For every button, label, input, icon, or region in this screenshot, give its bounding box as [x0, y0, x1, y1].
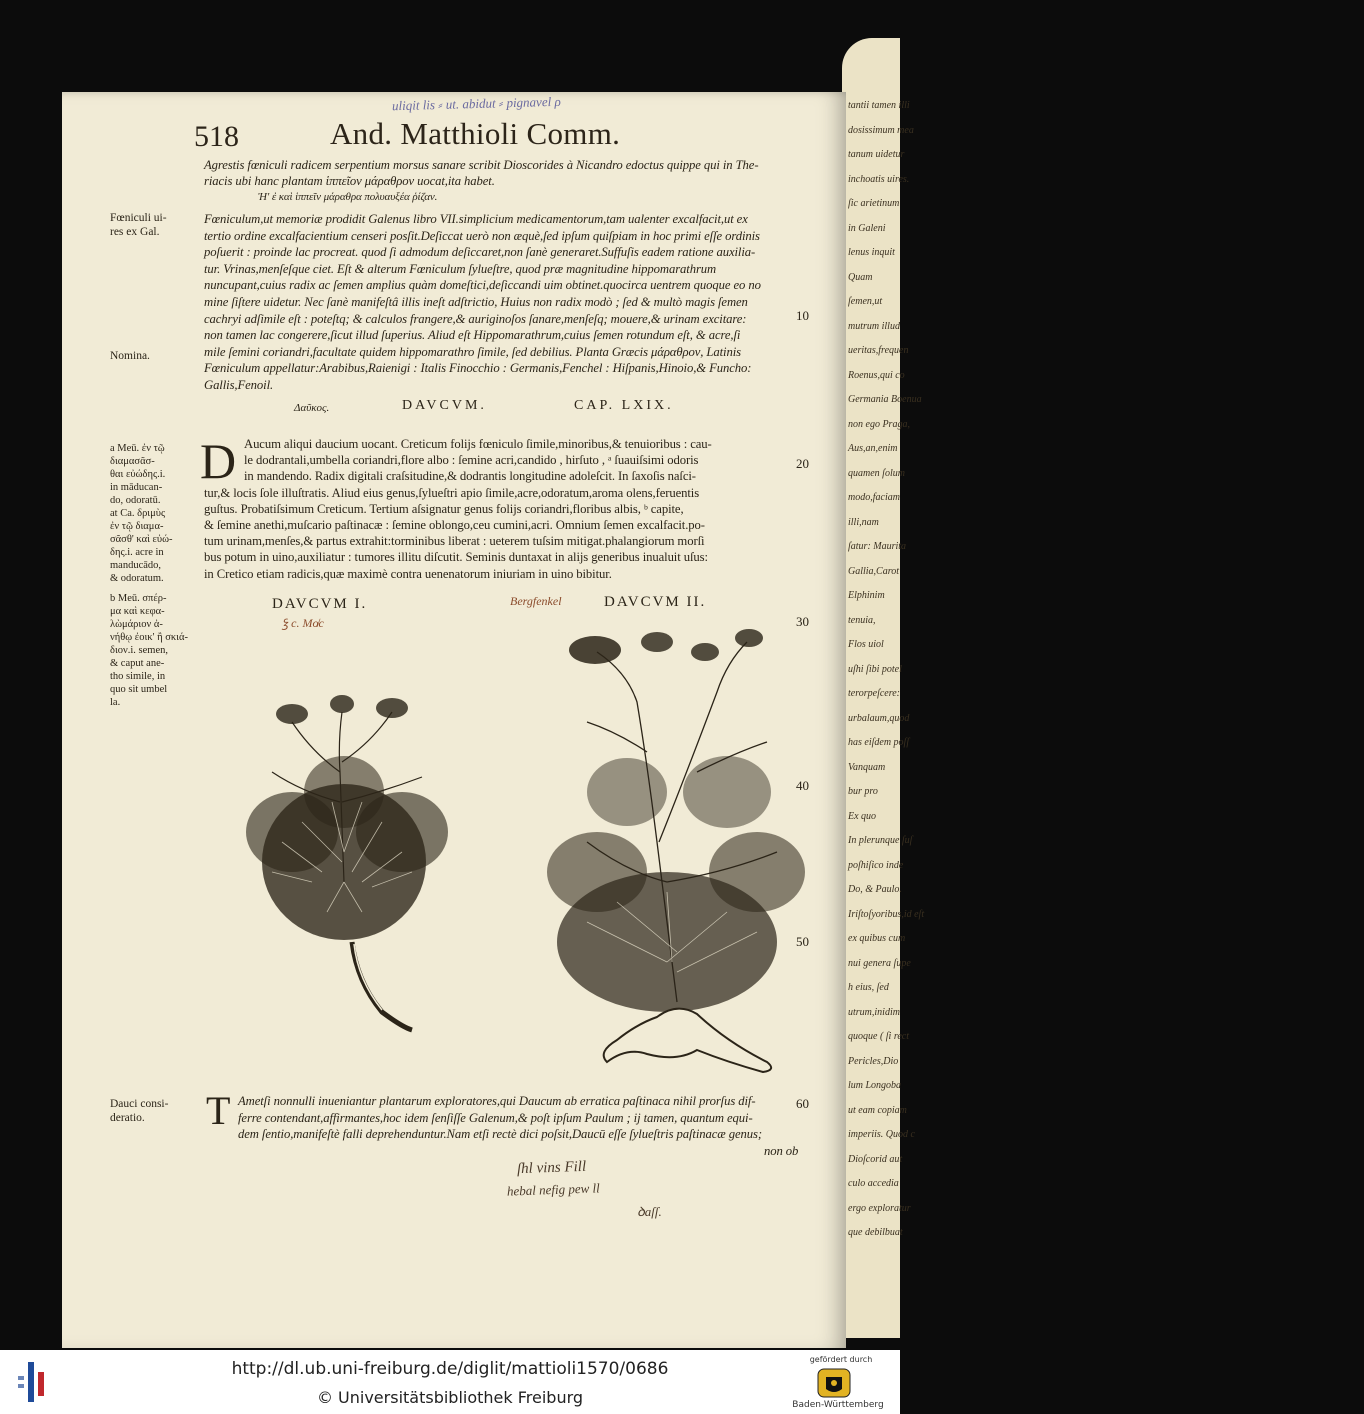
facing-page-text-fragment: Quam — [848, 271, 873, 283]
woodcut-daucum-1 — [232, 682, 462, 1042]
galen-line: mine ſiſtere uidetur. Nec ſanè manifeſtâ illis ineſt adſtrictio, Huius non radix modò ; ſed & multò magis ſemen — [204, 295, 748, 309]
galen-line: tertio ordine excalfacientium censeri posſit.Deſiccat uerò non æquè,ſed ipſum quiſpiam in hoc primi eſſe ordinis — [204, 228, 760, 243]
drop-capital-t: T — [206, 1088, 231, 1133]
facing-page-text-fragment: ergo exploratur — [848, 1202, 911, 1214]
facing-page-text-fragment: utrum,inidim — [848, 1006, 900, 1018]
facing-page-text-fragment: Do, & Paulo. — [848, 884, 902, 895]
page-url-link[interactable]: http://dl.ub.uni-freiburg.de/diglit/mattioli1570/0686 — [231, 1359, 669, 1379]
chapter-number: CAP. LXIX. — [574, 398, 674, 413]
margin-note-a: a Meū. ἐν τῷ διαμασᾶσ- θαι εὐώδης.i. in māducan- do, odoratū. at Ca. δριμὺς ἐν τῷ διαμα- σᾶσθ' καὶ εὐώ- δης.i. acre in manducādo, & odoratum. — [110, 443, 173, 584]
facing-page-text-fragment: mutrum illud — [848, 320, 900, 332]
drop-capital-d: D — [200, 433, 237, 489]
handwritten-figure-note-2: Bergfenkel — [510, 594, 562, 608]
figure-label-daucum-2: DAVCVM II. — [604, 594, 707, 610]
facing-page-text-fragment: que debilbuat — [848, 1227, 903, 1238]
facing-page-text-fragment: has eiſdem poſſ — [848, 737, 910, 748]
facing-page-text-fragment: quoque ( ſi rect — [848, 1031, 910, 1042]
margin-note-nomina: Nomina. — [110, 350, 150, 362]
margin-note-dauci: Dauci consi- deratio. — [110, 1098, 169, 1124]
consideratio-line: non ob — [764, 1143, 799, 1158]
line-number: 50 — [796, 934, 809, 949]
consideratio-line: dem ſentio,manifeſtè falli deprehenduntur.Nam etſi rectè dici poſsit,Daucū eſſe ſylueſtris paſtinacæ genus; — [238, 1127, 762, 1141]
daucum-line: tum urinam,menſes,& partus extrahit:torminibus liberat : ueterem tuſsim mitigat.phalangiorum morſi — [204, 534, 705, 549]
handwritten-annotation-top: uliqit lis ⸗ ut. abidut ⸗ pignavel ρ — [391, 93, 561, 114]
daucum-line: bus potum in uino,auxiliatur : tumores illitu diſcutit. Seminis duntaxat in alijs generibus inualuit uſus: — [204, 550, 708, 565]
running-head: And. Matthioli Comm. — [330, 116, 621, 151]
page-number: 518 — [194, 120, 239, 153]
line-number: 30 — [796, 614, 809, 629]
facing-page-text-fragment: ueritas,frequen — [848, 345, 909, 356]
facing-page-text-fragment: Pericles,Dio — [848, 1055, 899, 1067]
chapter-title: DAVCVM. — [402, 398, 487, 413]
facing-page-text-fragment: terorpeſcere: — [848, 688, 901, 699]
margin-note-b: b Meū. σπέρ- μα καὶ κεφα- λὼμάριον ἀ- νήθῳ ἐοικ' ἢ σκιά- διον.i. semen, & caput ane- tho simile, in quo sit umbel la. — [110, 593, 188, 708]
galen-line: Fœniculum,ut memoriæ prodidit Galenus libro VII.simplicium medicamentorum,tam ualenter excalfacit,ut ex — [204, 212, 748, 226]
facing-page-text-fragment: In plerunque ſuſ — [848, 835, 913, 846]
facing-page-text-fragment: modo,faciam — [848, 492, 900, 503]
galen-line: nuncupant,cuius radix ac ſemen amplius quàm domeſtici,deſiccandi uim obtinet.quocirca uentrem quoque eo no — [204, 278, 761, 293]
facing-page-text-fragment: in Galeni — [848, 222, 886, 234]
galen-line: tur. Vrinas,menſeſque ciet. Eſt & alterum Fœniculum ſylueſtre, quod præ magnitudine hippomarathrum — [204, 261, 717, 276]
facing-page-text-fragment: Roenus,qui co — [848, 369, 905, 381]
facing-page-text-fragment: Gallia,Carot — [848, 565, 900, 577]
consideratio-line: Ametſi nonnulli inueniantur plantarum exploratores,qui Daucum ab erratica paſtinaca nihil prorſus dif- — [238, 1094, 756, 1108]
galen-line: poſuerit : proinde lac procreat. quod ſi admodum deſiccaret,non ſanè generaret.Suffuſis eadem ratione auxilia- — [204, 245, 756, 260]
line-number: 20 — [796, 456, 809, 471]
facing-page-text-fragment: ex quibus cum — [848, 933, 906, 944]
facing-page-text-fragment: poſhiſico inde — [848, 859, 904, 871]
handwritten-note-bottom: ꝺaſſ. — [637, 1204, 662, 1219]
facing-page-text-fragment: urbalaum,quod — [848, 712, 910, 724]
facing-page-text-fragment: ſatur: Maurita — [848, 541, 907, 552]
facing-page-text-fragment: ut eam copiam — [848, 1104, 907, 1116]
intro-line: riacis ubi hanc plantam ἱππεῖον μάραθρον uocat,ita habet. — [204, 174, 495, 188]
facing-page-text-fragment: tantii tamen illi — [848, 100, 910, 111]
facing-page-text-fragment: Vanquam — [848, 761, 886, 773]
chapter-greek-name: Δαῦκος. — [294, 402, 330, 414]
facing-page-text-fragment: nui genera ſupe — [848, 957, 911, 969]
handwritten-note-bottom: ſhl vins Fill — [516, 1158, 587, 1178]
daucum-line: tur,& locis ſole illuſtratis. Aliud eius genus,ſylueſtri apio ſimile,acre,odoratum,aroma olens,feruentis — [204, 485, 700, 500]
facing-page-text-fragment: Ex quo — [848, 810, 877, 822]
copyright-notice: © Universitätsbibliothek Freiburg — [316, 1388, 584, 1407]
facing-page-text-fragment: tenuia, — [848, 614, 876, 626]
galen-line: Fœniculum appellatur:Arabibus,Raienigi : Italis Finocchio : Germanis,Fenchel : Hiſpanis,Hinoio,& Funcho: — [204, 361, 752, 376]
greek-verse: Ἠ' ἐ καὶ ἱππεῖν μάραθρα πολυαυξέα ῥίζαν. — [258, 191, 438, 203]
galen-line: non tamen lac congerere,ſicut illud ſuperius. Aliud eſt Hippomarathrum,cuius ſemen rotundum eſt, & acre,ſi — [204, 328, 741, 343]
facing-page-text-fragment: tanum uidetur — [848, 149, 905, 160]
facing-page-text-fragment: h eius, ſed — [848, 982, 889, 993]
facing-page-text-fragment: Aus,an,enim — [848, 443, 898, 454]
galen-line: Gallis,Fenoil. — [204, 378, 274, 392]
facing-page-text-fragment: non ego Praga, — [848, 418, 910, 430]
facing-page-text-fragment: Germania Boenua — [848, 394, 922, 405]
margin-note-foeniculi: Fœniculi ui- res ex Gal. — [110, 212, 167, 238]
facing-page-text-fragment: Iriſtoſyoribus,id eſt — [848, 908, 925, 920]
coat-of-arms-icon — [816, 1367, 852, 1399]
galen-line: cachryi adſimile eſt : poteſtq; & calculos frangere,& auriginoſos ſanare,menſeſq; mouere,& urinam excitare: — [204, 311, 747, 326]
intro-line: Agrestis fœniculi radicem serpentium morsus sanare scribit Dioscorides à Nicandro edoctus quippe qui in The- — [204, 158, 759, 172]
facing-page-text-fragment: ſemen,ut — [848, 296, 883, 307]
facing-page-text-fragment: illi,nam — [848, 516, 879, 528]
facing-page-text-fragment: imperiis. Quod c — [848, 1129, 915, 1140]
daucum-line: in Cretico etiam radicis,quæ maximè contra uenenatorum iniuriam in uino bibitur. — [204, 566, 612, 581]
book-page — [62, 92, 846, 1348]
handwritten-figure-note-1: ꝣ c. Mo̸c — [282, 616, 324, 630]
facing-page-text-fragment: Dioſcorid aut — [848, 1153, 903, 1165]
line-number: 10 — [796, 308, 809, 323]
facing-page-text-fragment: dosissimum mea — [848, 124, 914, 136]
figure-label-daucum-1: DAVCVM I. — [272, 596, 368, 612]
facing-page-text-fragment: bur pro — [848, 786, 878, 797]
consideratio-line: ferre contendant,affirmantes,hoc idem ſenſiſſe Galenum,& poſt ipſum Paulum ; ij tamen, quantum equi- — [238, 1110, 753, 1125]
woodcut-daucum-2 — [527, 622, 817, 1082]
sponsor-caption: gefördert durch — [809, 1355, 873, 1364]
line-number: 60 — [796, 1096, 809, 1111]
facing-page-text-fragment: Elphinim — [848, 590, 885, 601]
daucum-line: le dodrantali,umbella coriandri,flore albo : ſemine acri,candido , hirſuto , ᵃ ſuauiſsimi odoris — [244, 453, 699, 468]
sponsor-name: Baden-Württemberg — [792, 1400, 884, 1410]
facing-page-text-fragment: lenus inquit — [848, 247, 895, 258]
handwritten-note-bottom: hebal nefig pew ll — [506, 1180, 601, 1199]
line-number: 40 — [796, 778, 809, 793]
facing-page-text-fragment: ſic arietinum — [848, 198, 900, 209]
galen-line: mile ſemini coriandri,facultate quidem hippomarathro ſimile, ſed debilius. Planta Græcis μάραθρον, Latinis — [204, 344, 741, 359]
facing-page-text-fragment: quamen ſolum — [848, 467, 905, 479]
daucum-line: guſtus. Probatiſsimum Creticum. Tertium aſsignatur genus folijs coriandri,floribus albis, ᵇ capite, — [204, 501, 684, 516]
daucum-line: Aucum aliqui daucium uocant. Creticum folijs fœniculo ſimile,minoribus,& tenuioribus : cau- — [244, 437, 712, 451]
facing-page-text-fragment: Flos uiol — [848, 639, 884, 650]
facing-page-text-fragment: inchoatis uires. — [848, 173, 910, 185]
facing-page-text-fragment: lum Longoba — [848, 1080, 902, 1091]
facing-page-text-fragment: uſhi ſibi potel — [848, 663, 902, 675]
daucum-line: & ſemine anethi,muſcario paſtinacæ : ſemine oblongo,ceu cumini,acri. Omnium ſemen excalfacit.po- — [204, 518, 705, 532]
facing-page-text-fragment: culo accedia — [848, 1178, 899, 1189]
daucum-line: in mandendo. Radix digitali craſsitudine,& dodrantis longitudine adoleſcit. In ſaxoſis naſci- — [244, 469, 696, 484]
